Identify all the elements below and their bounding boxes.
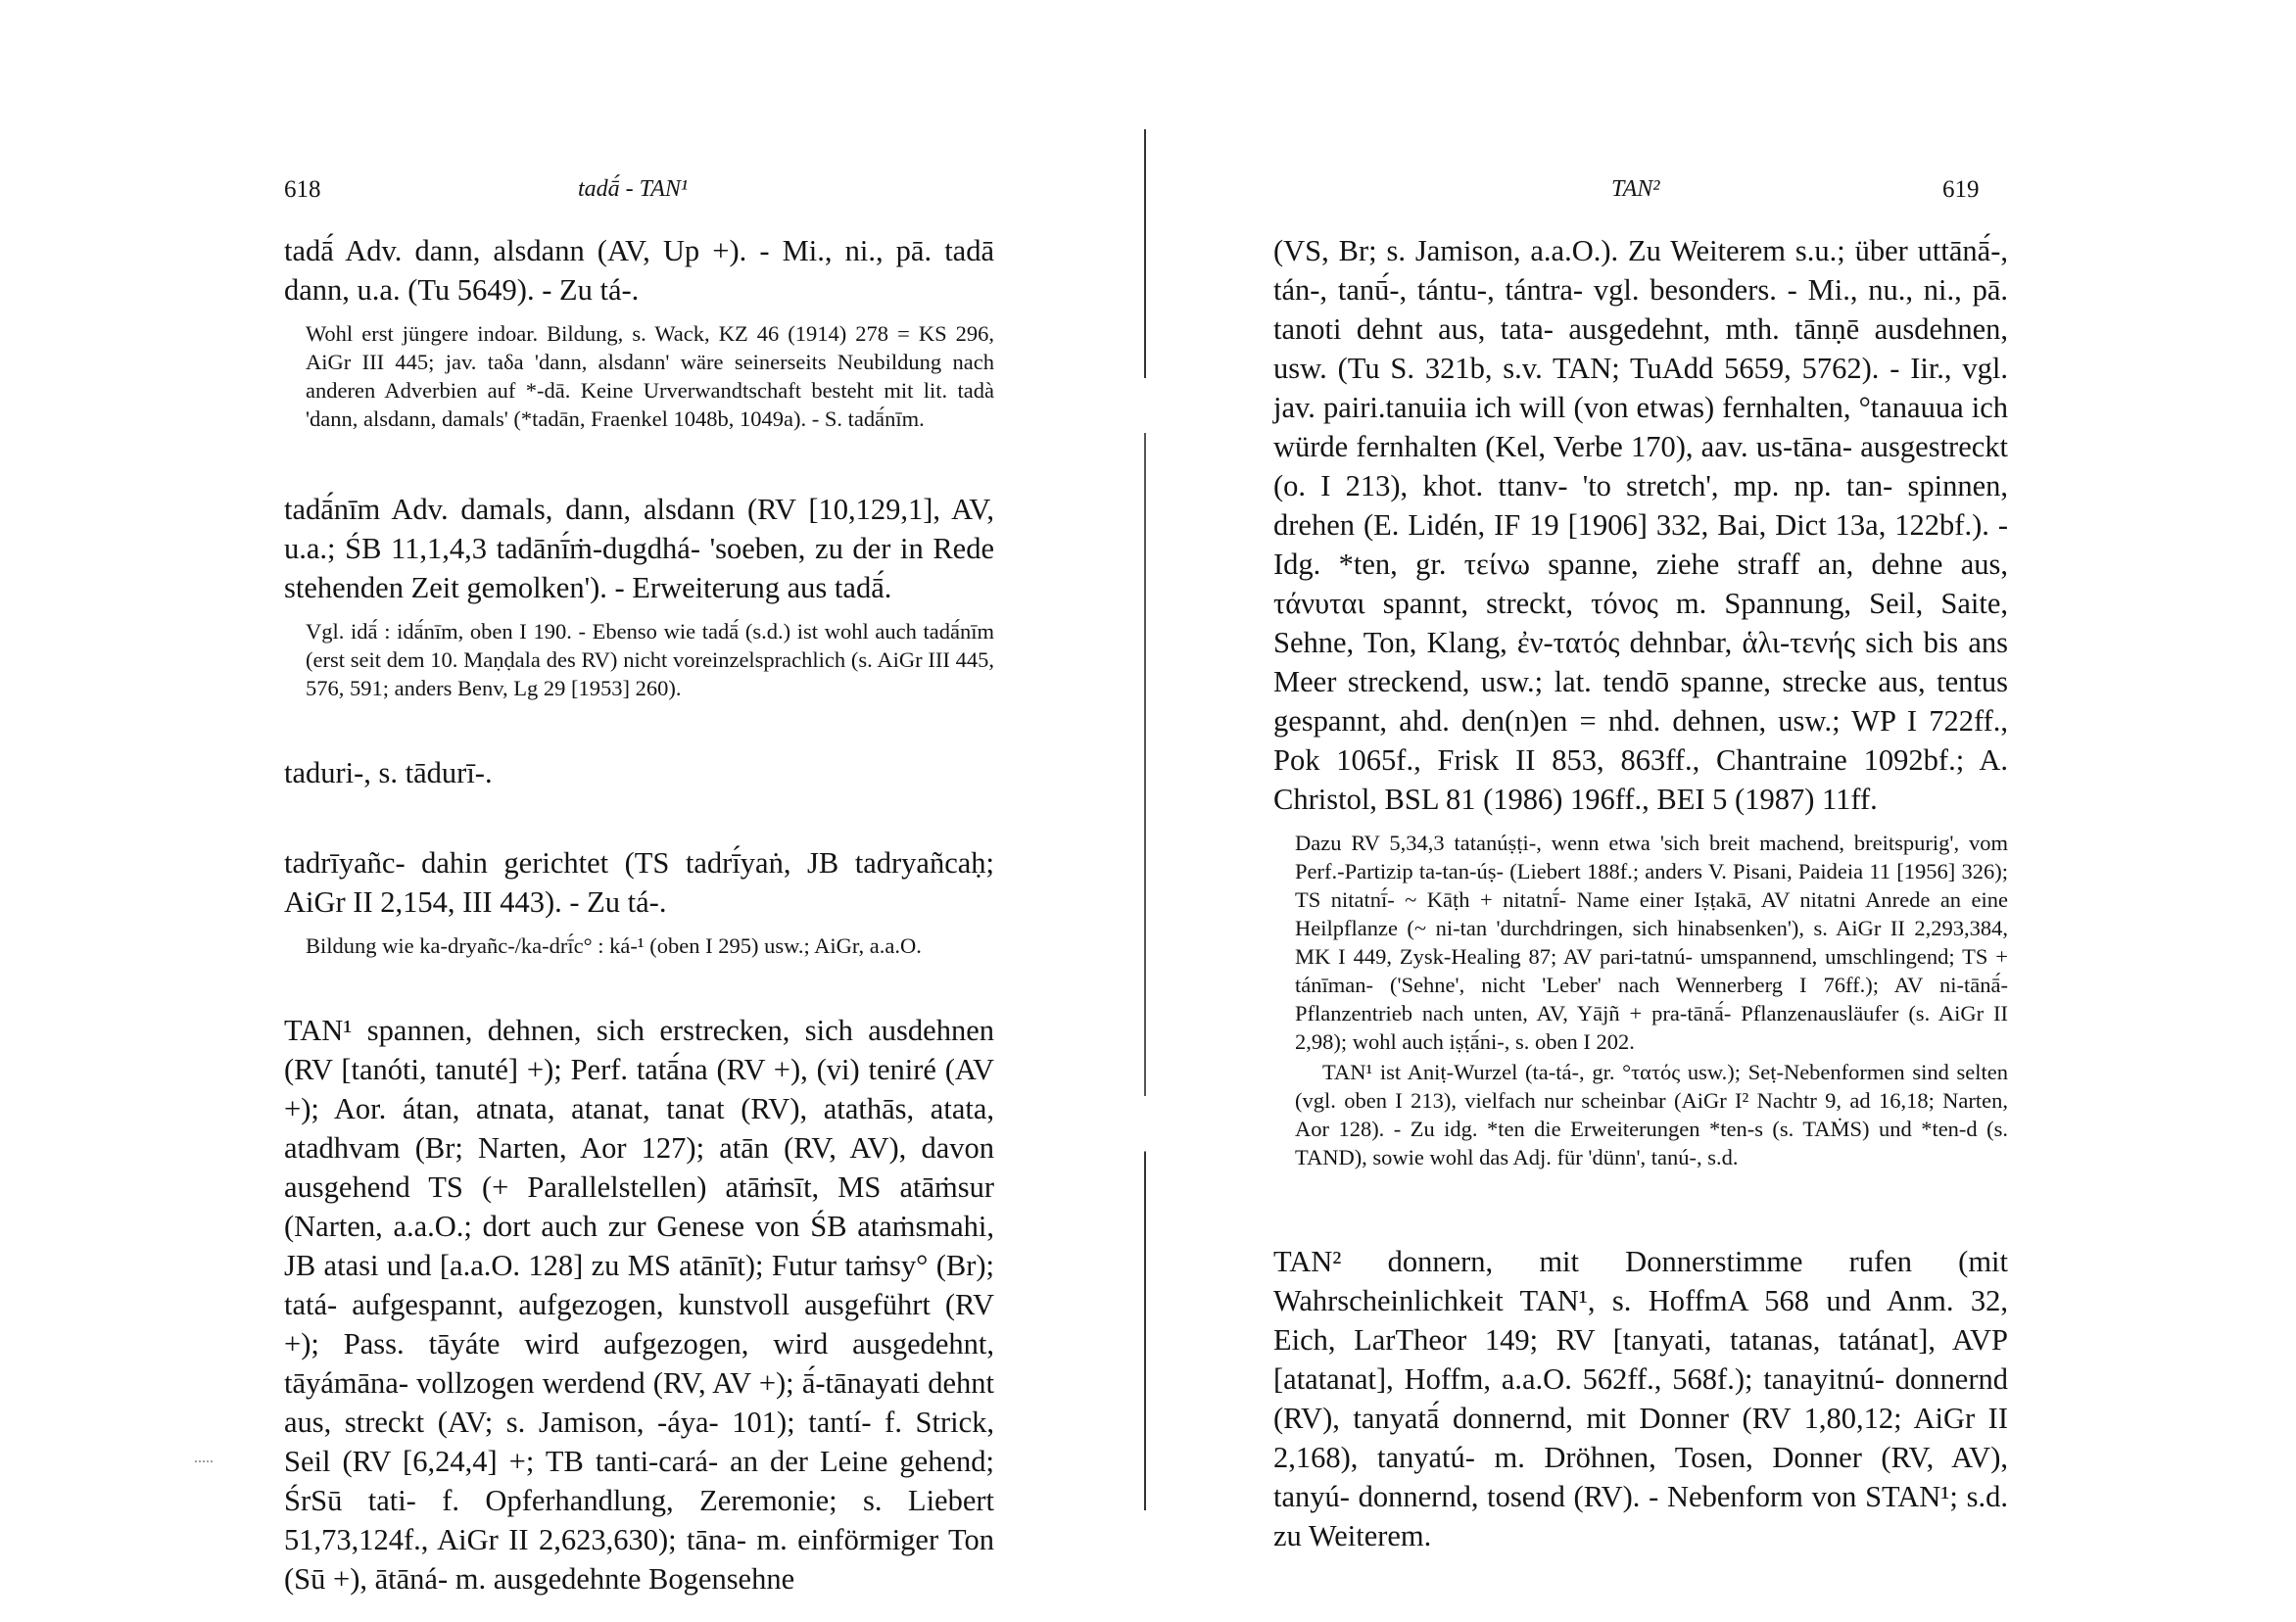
book-spine bbox=[1144, 129, 1146, 1510]
page-number: 618 bbox=[284, 176, 321, 203]
entry-tadriyanc: tadrīyañc- dahin gerichtet (TS tadrī́yaṅ, JB tadryañcaḥ; AiGr II 2,154, III 443). - Zu tá-. bbox=[284, 846, 994, 919]
entry-tan1-continued: (VS, Br; s. Jamison, a.a.O.). Zu Weiterem s.u.; über uttānā́-, tán-, tanū́-, tántu-, tántra- vgl. besonders. - Mi., nu., ni., pā. tanoti dehnt aus, tata- ausgedehnt, mth. tānṇē ausdehnen, usw. (Tu S. 321b, s.v. TAN; TuAdd 5659, 5762). - Iir., vgl. jav. pairi.tanuiia ich will (von etwas) fernhalten, °tanauua ich würde fernhalten (Kel, Verbe 170), aav. us-tāna- ausgestreckt (o. I 213), khot. ttanv- 'to stretch', mp. np. tan- spinnen, drehen (E. Lidén, IF 19 [1906] 332, Bai, Dict 13a, 122bf.). - Idg. *ten, gr. τείνω spanne, ziehe straff an, dehne aus, τάνυται spannt, streckt, τόνος m. Spannung, Seil, Saite, Sehne, Ton, Klang, ἐν-τατός dehnbar, ἁλι-τενής sich bis ans Meer streckend, usw.; lat. tendō spanne, strecke aus, tentus gespannt, ahd. den(n)en = nhd. dehnen, usw.; WP I 722ff., Pok 1065f., Frisk II 853, 863ff., Chantraine 1092bf.; A. Christol, BSL 81 (1986) 196ff., BEI 5 (1987) 11ff. bbox=[1273, 234, 2008, 816]
running-head: tadā́ - TAN¹ bbox=[578, 176, 689, 202]
left-page-body bbox=[284, 231, 994, 1598]
right-page-body bbox=[1273, 231, 2008, 1555]
entry-note: TAN¹ ist Aniṭ-Wurzel (ta-tá-, gr. °τατός usw.); Seṭ-Nebenformen sind selten (vgl. oben I 213), vielfach nur scheinbar (AiGr I² Nachtr 9, ad 16,18; Narten, Aor 128). - Zu idg. *ten die Erweiterungen *ten-s (s. TAṀS) und *ten-d (s. TAND), sowie wohl das Adj. für 'dünn', tanú-, s.d. bbox=[1295, 1060, 2008, 1169]
running-head: TAN² bbox=[1611, 176, 1660, 202]
entry-tadanim: tadā́nīm Adv. damals, dann, alsdann (RV [10,129,1], AV, u.a.; ŚB 11,1,4,3 tadānī́ṁ-dugdhá- 'soeben, zu der in Rede stehenden Zeit gemolken'). - Erweiterung aus tadā́. bbox=[284, 493, 994, 604]
entry-tan1: TAN¹ spannen, dehnen, sich erstrecken, sich ausdehnen (RV [tanóti, tanuté] +); Perf. tatā́na (RV +), (vi) teniré (AV +); Aor. átan, atnata, atanat, tanat (RV), atathās, atata, atadhvam (Br; Narten, Aor 127); atān (RV, AV), davon ausgehend TS (+ Parallelstellen) atāṁsīt, MS atāṁsur (Narten, a.a.O.; dort auch zur Genese von ŚB ataṁsmahi, JB atasi und [a.a.O. 128] zu MS atānīt); Futur taṁsy° (Br); tatá- aufgespannt, aufgezogen, kunstvoll ausgeführt (RV +); Pass. tāyáte wird aufgezogen, wird ausgedehnt, tāyámāna- vollzogen werdend (RV, AV +); ā́-tānayati dehnt aus, streckt (AV; s. Jamison, -áya- 101); tantí- f. Strick, Seil (RV [6,24,4] +; TB tanti-cará- an der Leine gehend; ŚrSū tati- f. Opferhandlung, Zeremonie; s. Liebert 51,73,124f., AiGr II 2,623,630); tāna- m. einförmiger Ton (Sū +), ātāná- m. ausgedehnte Bogensehne bbox=[284, 1014, 994, 1596]
entry-note: Bildung wie ka-dryañc-/ka-drī́c° : ká-¹ (oben I 295) usw.; AiGr, a.a.O. bbox=[306, 933, 922, 958]
entry-note: Wohl erst jüngere indoar. Bildung, s. Wack, KZ 46 (1914) 278 = KS 296, AiGr III 445; jav. taδa 'dann, alsdann' wäre seinerseits Neubildung nach anderen Adverbien auf *-dā. Keine Urverwandtschaft besteht mit lit. tadà 'dann, alsdann, damals' (*tadān, Fraenkel 1048b, 1049a). - S. tadā́nīm. bbox=[306, 321, 994, 431]
entry-taduri: taduri-, s. tādurī-. bbox=[284, 756, 493, 789]
entry-note: Vgl. idā́ : idā́nīm, oben I 190. - Ebenso wie tadā́ (s.d.) ist wohl auch tadā́nīm (erst seit dem 10. Maṇḍala des RV) nicht voreinzelsprachlich (s. AiGr III 445, 576, 591; anders Benv, Lg 29 [1953] 260). bbox=[306, 619, 994, 700]
entry-tada: tadā́ Adv. dann, alsdann (AV, Up +). - Mi., ni., pā. tadā dann, u.a. (Tu 5649). - Zu tá-. bbox=[284, 234, 994, 307]
page-number: 619 bbox=[1942, 176, 1980, 203]
entry-tan2: TAN² donnern, mit Donnerstimme rufen (mit Wahrscheinlichkeit TAN¹, s. HoffmA 568 und Anm. 32, Eich, LarTheor 149; RV [tanyati, tatanas, tatánat], AVP [atatanat], Hoffm, a.a.O. 562ff., 568f.); tanayitnú- donnernd (RV), tanyatā́ donnernd, mit Donner (RV 1,80,12; AiGr II 2,168), tanyatú- m. Dröhnen, Tosen, Donner (RV, AV), tanyú- donnernd, tosend (RV). - Nebenform von STAN¹; s.d. zu Weiterem. bbox=[1273, 1245, 2008, 1552]
entry-note: Dazu RV 5,34,3 tatanúṣṭi-, wenn etwa 'sich breit machend, breitspurig', vom Perf.-Partizip ta-tan-úṣ- (Liebert 188f.; anders V. Pisani, Paideia 11 [1956] 326); TS nitatnī́- ~ Kāṭh + nitatnī́- Name einer Iṣṭakā, AV nitatni Anrede an eine Heilpflanze (~ ni-tan 'durchdringen, sich hinabsenken'), s. AiGr II 2,293,384, MK I 449, Zysk-Healing 87; AV pari-tatnú- umspannend, umschlingend; TS + tánīman- ('Sehne', nicht 'Leber' nach Wennerberg I 76ff.); AV ni-tānā́- Pflanzentrieb nach unten, AV, Yājñ + pra-tānā́- Pflanzenausläufer (s. AiGr II 2,98); wohl auch iṣṭā́ni-, s. oben I 202. bbox=[1295, 831, 2008, 1054]
scan-mark: ..... bbox=[194, 1450, 214, 1466]
